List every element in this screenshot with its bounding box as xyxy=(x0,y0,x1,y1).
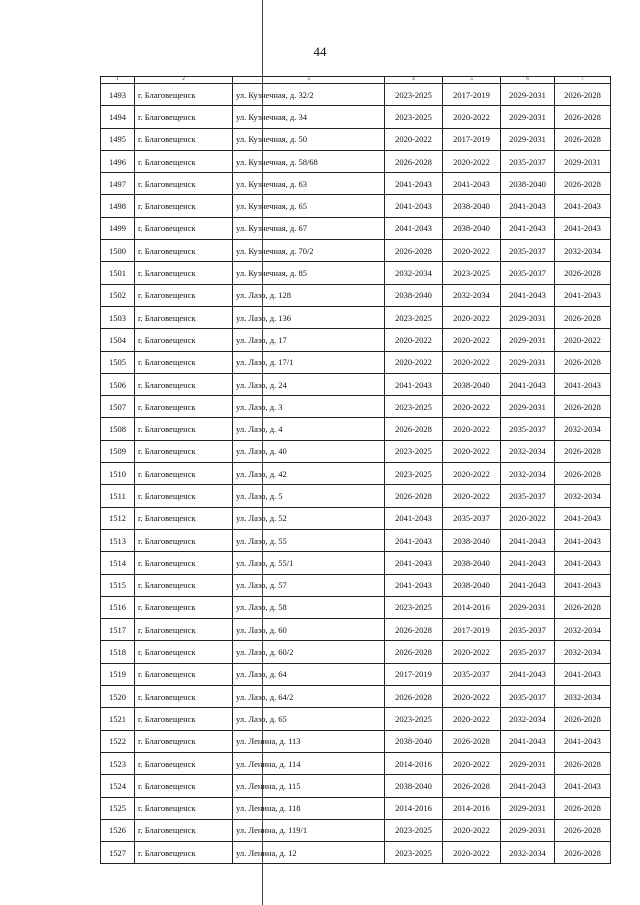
address-cell: ул. Ленина, д. 115 xyxy=(233,775,385,797)
column-number-row xyxy=(101,77,611,84)
city-cell: г. Благовещенск xyxy=(135,641,233,663)
address-cell: ул. Ленина, д. 113 xyxy=(233,730,385,752)
table-row xyxy=(101,396,611,418)
period-cell-3: 2029-2031 xyxy=(501,351,555,373)
city-cell: г. Благовещенск xyxy=(135,552,233,574)
row-number-cell: 1503 xyxy=(101,306,135,328)
period-cell-3: 2041-2043 xyxy=(501,217,555,239)
row-number-cell: 1497 xyxy=(101,173,135,195)
period-cell-2: 2014-2016 xyxy=(443,797,501,819)
period-cell-3: 2029-2031 xyxy=(501,797,555,819)
row-number-cell: 1506 xyxy=(101,373,135,395)
city-cell: г. Благовещенск xyxy=(135,396,233,418)
period-cell-2: 2035-2037 xyxy=(443,507,501,529)
table-row xyxy=(101,173,611,195)
period-cell-3: 2029-2031 xyxy=(501,128,555,150)
city-cell: г. Благовещенск xyxy=(135,217,233,239)
address-cell: ул. Лазо, д. 17 xyxy=(233,329,385,351)
period-cell-2: 2038-2040 xyxy=(443,217,501,239)
period-cell-3: 2029-2031 xyxy=(501,396,555,418)
column-number: 1 xyxy=(101,77,135,84)
period-cell-3: 2035-2037 xyxy=(501,485,555,507)
row-number-cell: 1493 xyxy=(101,84,135,106)
period-cell-3: 2032-2034 xyxy=(501,463,555,485)
row-number-cell: 1498 xyxy=(101,195,135,217)
housing-register-table xyxy=(100,76,611,864)
period-cell-4: 2041-2043 xyxy=(555,663,611,685)
city-cell: г. Благовещенск xyxy=(135,440,233,462)
period-cell-4: 2032-2034 xyxy=(555,686,611,708)
row-number-cell: 1509 xyxy=(101,440,135,462)
row-number-cell: 1514 xyxy=(101,552,135,574)
period-cell-3: 2041-2043 xyxy=(501,284,555,306)
row-number-cell: 1516 xyxy=(101,596,135,618)
period-cell-4: 2041-2043 xyxy=(555,730,611,752)
period-cell-2: 2020-2022 xyxy=(443,106,501,128)
city-cell: г. Благовещенск xyxy=(135,463,233,485)
city-cell: г. Благовещенск xyxy=(135,284,233,306)
period-cell-2: 2038-2040 xyxy=(443,529,501,551)
address-cell: ул. Лазо, д. 136 xyxy=(233,306,385,328)
period-cell-3: 2035-2037 xyxy=(501,619,555,641)
period-cell-2: 2017-2019 xyxy=(443,84,501,106)
period-cell-1: 2017-2019 xyxy=(385,663,443,685)
table-row xyxy=(101,574,611,596)
row-number-cell: 1523 xyxy=(101,752,135,774)
period-cell-1: 2041-2043 xyxy=(385,373,443,395)
period-cell-1: 2026-2028 xyxy=(385,240,443,262)
table-row xyxy=(101,641,611,663)
period-cell-3: 2035-2037 xyxy=(501,418,555,440)
period-cell-4: 2026-2028 xyxy=(555,396,611,418)
table-row xyxy=(101,552,611,574)
address-cell: ул. Лазо, д. 64/2 xyxy=(233,686,385,708)
row-number-cell: 1494 xyxy=(101,106,135,128)
row-number-cell: 1522 xyxy=(101,730,135,752)
city-cell: г. Благовещенск xyxy=(135,819,233,841)
table-row xyxy=(101,217,611,239)
period-cell-3: 2035-2037 xyxy=(501,641,555,663)
address-cell: ул. Лазо, д. 4 xyxy=(233,418,385,440)
period-cell-1: 2041-2043 xyxy=(385,574,443,596)
period-cell-2: 2020-2022 xyxy=(443,329,501,351)
row-number-cell: 1501 xyxy=(101,262,135,284)
row-number-cell: 1518 xyxy=(101,641,135,663)
period-cell-1: 2038-2040 xyxy=(385,775,443,797)
row-number-cell: 1505 xyxy=(101,351,135,373)
period-cell-4: 2026-2028 xyxy=(555,351,611,373)
period-cell-2: 2020-2022 xyxy=(443,842,501,864)
period-cell-4: 2041-2043 xyxy=(555,775,611,797)
period-cell-3: 2032-2034 xyxy=(501,440,555,462)
address-cell: ул. Кузнечная, д. 67 xyxy=(233,217,385,239)
row-number-cell: 1525 xyxy=(101,797,135,819)
period-cell-3: 2041-2043 xyxy=(501,552,555,574)
city-cell: г. Благовещенск xyxy=(135,752,233,774)
period-cell-3: 2041-2043 xyxy=(501,574,555,596)
period-cell-2: 2020-2022 xyxy=(443,485,501,507)
period-cell-1: 2026-2028 xyxy=(385,686,443,708)
city-cell: г. Благовещенск xyxy=(135,373,233,395)
period-cell-3: 2038-2040 xyxy=(501,173,555,195)
table-row xyxy=(101,819,611,841)
period-cell-1: 2023-2025 xyxy=(385,396,443,418)
address-cell: ул. Ленина, д. 119/1 xyxy=(233,819,385,841)
table-row xyxy=(101,463,611,485)
period-cell-2: 2020-2022 xyxy=(443,752,501,774)
period-cell-2: 2026-2028 xyxy=(443,775,501,797)
table-row xyxy=(101,150,611,172)
city-cell: г. Благовещенск xyxy=(135,730,233,752)
table-row xyxy=(101,842,611,864)
period-cell-4: 2020-2022 xyxy=(555,329,611,351)
period-cell-3: 2035-2037 xyxy=(501,150,555,172)
row-number-cell: 1495 xyxy=(101,128,135,150)
period-cell-1: 2041-2043 xyxy=(385,529,443,551)
table-row xyxy=(101,708,611,730)
period-cell-1: 2014-2016 xyxy=(385,797,443,819)
city-cell: г. Благовещенск xyxy=(135,775,233,797)
period-cell-2: 2020-2022 xyxy=(443,351,501,373)
row-number-cell: 1526 xyxy=(101,819,135,841)
row-number-cell: 1524 xyxy=(101,775,135,797)
table-row xyxy=(101,106,611,128)
period-cell-3: 2041-2043 xyxy=(501,529,555,551)
period-cell-2: 2020-2022 xyxy=(443,240,501,262)
row-number-cell: 1519 xyxy=(101,663,135,685)
period-cell-4: 2041-2043 xyxy=(555,195,611,217)
row-number-cell: 1499 xyxy=(101,217,135,239)
city-cell: г. Благовещенск xyxy=(135,128,233,150)
table-row xyxy=(101,306,611,328)
period-cell-3: 2041-2043 xyxy=(501,775,555,797)
period-cell-4: 2041-2043 xyxy=(555,552,611,574)
address-cell: ул. Ленина, д. 12 xyxy=(233,842,385,864)
city-cell: г. Благовещенск xyxy=(135,351,233,373)
address-cell: ул. Лазо, д. 52 xyxy=(233,507,385,529)
column-number: 2 xyxy=(135,77,233,84)
period-cell-2: 2038-2040 xyxy=(443,552,501,574)
period-cell-3: 2041-2043 xyxy=(501,195,555,217)
period-cell-2: 2020-2022 xyxy=(443,306,501,328)
row-number-cell: 1496 xyxy=(101,150,135,172)
period-cell-4: 2026-2028 xyxy=(555,306,611,328)
period-cell-4: 2026-2028 xyxy=(555,596,611,618)
period-cell-2: 2020-2022 xyxy=(443,463,501,485)
city-cell: г. Благовещенск xyxy=(135,84,233,106)
period-cell-4: 2032-2034 xyxy=(555,485,611,507)
period-cell-1: 2023-2025 xyxy=(385,440,443,462)
address-cell: ул. Лазо, д. 17/1 xyxy=(233,351,385,373)
address-cell: ул. Лазо, д. 55 xyxy=(233,529,385,551)
period-cell-4: 2026-2028 xyxy=(555,797,611,819)
period-cell-2: 2020-2022 xyxy=(443,440,501,462)
period-cell-4: 2026-2028 xyxy=(555,106,611,128)
period-cell-1: 2014-2016 xyxy=(385,752,443,774)
address-cell: ул. Лазо, д. 5 xyxy=(233,485,385,507)
period-cell-4: 2041-2043 xyxy=(555,574,611,596)
period-cell-3: 2029-2031 xyxy=(501,329,555,351)
period-cell-1: 2023-2025 xyxy=(385,463,443,485)
table-row xyxy=(101,262,611,284)
table-row xyxy=(101,797,611,819)
period-cell-1: 2038-2040 xyxy=(385,284,443,306)
row-number-cell: 1512 xyxy=(101,507,135,529)
period-cell-4: 2026-2028 xyxy=(555,262,611,284)
period-cell-3: 2041-2043 xyxy=(501,663,555,685)
period-cell-1: 2023-2025 xyxy=(385,106,443,128)
period-cell-1: 2026-2028 xyxy=(385,485,443,507)
period-cell-2: 2020-2022 xyxy=(443,150,501,172)
address-cell: ул. Кузнечная, д. 32/2 xyxy=(233,84,385,106)
period-cell-1: 2020-2022 xyxy=(385,128,443,150)
address-cell: ул. Лазо, д. 42 xyxy=(233,463,385,485)
period-cell-4: 2041-2043 xyxy=(555,507,611,529)
table-row xyxy=(101,752,611,774)
period-cell-1: 2026-2028 xyxy=(385,619,443,641)
row-number-cell: 1508 xyxy=(101,418,135,440)
address-cell: ул. Лазо, д. 24 xyxy=(233,373,385,395)
row-number-cell: 1513 xyxy=(101,529,135,551)
period-cell-2: 2026-2028 xyxy=(443,730,501,752)
period-cell-2: 2035-2037 xyxy=(443,663,501,685)
table-row xyxy=(101,596,611,618)
table-row xyxy=(101,619,611,641)
period-cell-2: 2038-2040 xyxy=(443,574,501,596)
city-cell: г. Благовещенск xyxy=(135,485,233,507)
row-number-cell: 1520 xyxy=(101,686,135,708)
table-row xyxy=(101,529,611,551)
city-cell: г. Благовещенск xyxy=(135,686,233,708)
city-cell: г. Благовещенск xyxy=(135,529,233,551)
period-cell-4: 2029-2031 xyxy=(555,150,611,172)
period-cell-3: 2029-2031 xyxy=(501,819,555,841)
period-cell-2: 2041-2043 xyxy=(443,173,501,195)
table-body xyxy=(101,77,611,864)
period-cell-3: 2041-2043 xyxy=(501,373,555,395)
period-cell-3: 2035-2037 xyxy=(501,686,555,708)
city-cell: г. Благовещенск xyxy=(135,195,233,217)
period-cell-4: 2026-2028 xyxy=(555,440,611,462)
address-cell: ул. Ленина, д. 114 xyxy=(233,752,385,774)
city-cell: г. Благовещенск xyxy=(135,619,233,641)
address-cell: ул. Кузнечная, д. 70/2 xyxy=(233,240,385,262)
row-number-cell: 1500 xyxy=(101,240,135,262)
city-cell: г. Благовещенск xyxy=(135,240,233,262)
period-cell-4: 2041-2043 xyxy=(555,284,611,306)
period-cell-2: 2038-2040 xyxy=(443,373,501,395)
period-cell-1: 2023-2025 xyxy=(385,306,443,328)
period-cell-4: 2026-2028 xyxy=(555,463,611,485)
table-row xyxy=(101,195,611,217)
row-number-cell: 1515 xyxy=(101,574,135,596)
city-cell: г. Благовещенск xyxy=(135,842,233,864)
address-cell: ул. Кузнечная, д. 85 xyxy=(233,262,385,284)
address-cell: ул. Лазо, д. 58 xyxy=(233,596,385,618)
period-cell-2: 2020-2022 xyxy=(443,418,501,440)
table-row xyxy=(101,351,611,373)
city-cell: г. Благовещенск xyxy=(135,418,233,440)
table-row xyxy=(101,329,611,351)
period-cell-1: 2020-2022 xyxy=(385,329,443,351)
city-cell: г. Благовещенск xyxy=(135,106,233,128)
table-row xyxy=(101,507,611,529)
period-cell-1: 2041-2043 xyxy=(385,217,443,239)
period-cell-1: 2026-2028 xyxy=(385,418,443,440)
table-row xyxy=(101,240,611,262)
table-row xyxy=(101,730,611,752)
period-cell-3: 2035-2037 xyxy=(501,240,555,262)
city-cell: г. Благовещенск xyxy=(135,262,233,284)
address-cell: ул. Лазо, д. 128 xyxy=(233,284,385,306)
city-cell: г. Благовещенск xyxy=(135,306,233,328)
period-cell-1: 2032-2034 xyxy=(385,262,443,284)
period-cell-1: 2023-2025 xyxy=(385,819,443,841)
address-cell: ул. Кузнечная, д. 65 xyxy=(233,195,385,217)
column-number: 3 xyxy=(233,77,385,84)
address-cell: ул. Ленина, д. 118 xyxy=(233,797,385,819)
table-row xyxy=(101,663,611,685)
period-cell-2: 2017-2019 xyxy=(443,128,501,150)
address-cell: ул. Лазо, д. 65 xyxy=(233,708,385,730)
period-cell-2: 2020-2022 xyxy=(443,396,501,418)
row-number-cell: 1527 xyxy=(101,842,135,864)
period-cell-1: 2023-2025 xyxy=(385,708,443,730)
table-row xyxy=(101,775,611,797)
address-cell: ул. Кузнечная, д. 34 xyxy=(233,106,385,128)
period-cell-2: 2014-2016 xyxy=(443,596,501,618)
period-cell-1: 2041-2043 xyxy=(385,507,443,529)
period-cell-4: 2032-2034 xyxy=(555,619,611,641)
period-cell-3: 2029-2031 xyxy=(501,306,555,328)
table-row xyxy=(101,485,611,507)
address-cell: ул. Лазо, д. 64 xyxy=(233,663,385,685)
table-row xyxy=(101,128,611,150)
period-cell-1: 2020-2022 xyxy=(385,351,443,373)
row-number-cell: 1502 xyxy=(101,284,135,306)
table-row xyxy=(101,686,611,708)
period-cell-3: 2020-2022 xyxy=(501,507,555,529)
period-cell-1: 2026-2028 xyxy=(385,641,443,663)
row-number-cell: 1504 xyxy=(101,329,135,351)
address-cell: ул. Лазо, д. 55/1 xyxy=(233,552,385,574)
period-cell-4: 2026-2028 xyxy=(555,84,611,106)
period-cell-3: 2029-2031 xyxy=(501,752,555,774)
address-cell: ул. Лазо, д. 3 xyxy=(233,396,385,418)
row-number-cell: 1507 xyxy=(101,396,135,418)
period-cell-4: 2041-2043 xyxy=(555,529,611,551)
period-cell-3: 2035-2037 xyxy=(501,262,555,284)
city-cell: г. Благовещенск xyxy=(135,596,233,618)
period-cell-1: 2023-2025 xyxy=(385,842,443,864)
address-cell: ул. Кузнечная, д. 50 xyxy=(233,128,385,150)
period-cell-3: 2029-2031 xyxy=(501,596,555,618)
period-cell-3: 2032-2034 xyxy=(501,708,555,730)
column-number: 6 xyxy=(501,77,555,84)
period-cell-4: 2026-2028 xyxy=(555,128,611,150)
period-cell-2: 2017-2019 xyxy=(443,619,501,641)
city-cell: г. Благовещенск xyxy=(135,708,233,730)
row-number-cell: 1517 xyxy=(101,619,135,641)
period-cell-3: 2029-2031 xyxy=(501,84,555,106)
period-cell-1: 2041-2043 xyxy=(385,195,443,217)
period-cell-4: 2026-2028 xyxy=(555,708,611,730)
period-cell-4: 2032-2034 xyxy=(555,418,611,440)
table-row xyxy=(101,440,611,462)
period-cell-4: 2041-2043 xyxy=(555,373,611,395)
period-cell-3: 2029-2031 xyxy=(501,106,555,128)
period-cell-1: 2038-2040 xyxy=(385,730,443,752)
period-cell-3: 2032-2034 xyxy=(501,842,555,864)
period-cell-2: 2023-2025 xyxy=(443,262,501,284)
period-cell-4: 2041-2043 xyxy=(555,217,611,239)
city-cell: г. Благовещенск xyxy=(135,574,233,596)
row-number-cell: 1511 xyxy=(101,485,135,507)
table-row xyxy=(101,418,611,440)
row-number-cell: 1521 xyxy=(101,708,135,730)
period-cell-4: 2026-2028 xyxy=(555,819,611,841)
period-cell-2: 2020-2022 xyxy=(443,708,501,730)
period-cell-1: 2041-2043 xyxy=(385,173,443,195)
address-cell: ул. Кузнечная, д. 58/68 xyxy=(233,150,385,172)
table-row xyxy=(101,373,611,395)
address-cell: ул. Кузнечная, д. 63 xyxy=(233,173,385,195)
period-cell-1: 2023-2025 xyxy=(385,84,443,106)
address-cell: ул. Лазо, д. 57 xyxy=(233,574,385,596)
address-cell: ул. Лазо, д. 60 xyxy=(233,619,385,641)
city-cell: г. Благовещенск xyxy=(135,663,233,685)
city-cell: г. Благовещенск xyxy=(135,329,233,351)
column-number: 4 xyxy=(385,77,443,84)
period-cell-2: 2032-2034 xyxy=(443,284,501,306)
column-number: 7 xyxy=(555,77,611,84)
period-cell-1: 2026-2028 xyxy=(385,150,443,172)
period-cell-4: 2032-2034 xyxy=(555,240,611,262)
city-cell: г. Благовещенск xyxy=(135,173,233,195)
column-number: 5 xyxy=(443,77,501,84)
period-cell-3: 2041-2043 xyxy=(501,730,555,752)
period-cell-1: 2041-2043 xyxy=(385,552,443,574)
period-cell-2: 2020-2022 xyxy=(443,641,501,663)
address-cell: ул. Лазо, д. 40 xyxy=(233,440,385,462)
city-cell: г. Благовещенск xyxy=(135,507,233,529)
period-cell-4: 2032-2034 xyxy=(555,641,611,663)
table-row xyxy=(101,84,611,106)
period-cell-2: 2020-2022 xyxy=(443,819,501,841)
period-cell-2: 2038-2040 xyxy=(443,195,501,217)
address-cell: ул. Лазо, д. 60/2 xyxy=(233,641,385,663)
period-cell-1: 2023-2025 xyxy=(385,596,443,618)
period-cell-2: 2020-2022 xyxy=(443,686,501,708)
city-cell: г. Благовещенск xyxy=(135,797,233,819)
period-cell-4: 2026-2028 xyxy=(555,173,611,195)
period-cell-4: 2026-2028 xyxy=(555,752,611,774)
page-number: 44 xyxy=(313,44,327,59)
period-cell-4: 2026-2028 xyxy=(555,842,611,864)
city-cell: г. Благовещенск xyxy=(135,150,233,172)
table-row xyxy=(101,284,611,306)
row-number-cell: 1510 xyxy=(101,463,135,485)
